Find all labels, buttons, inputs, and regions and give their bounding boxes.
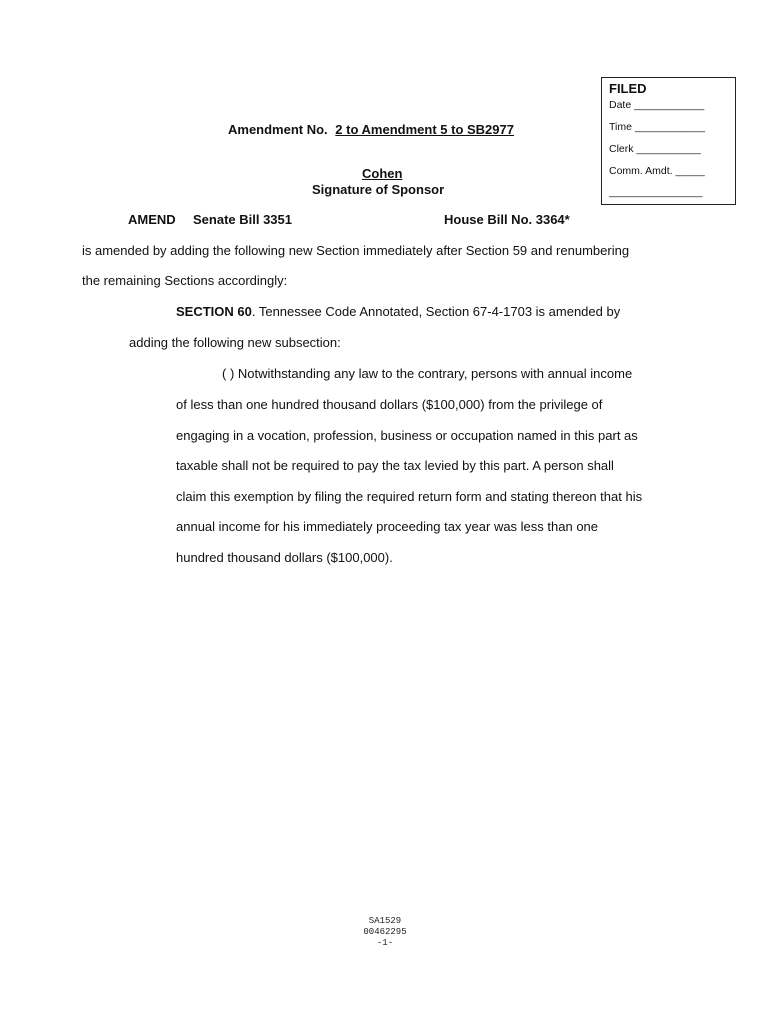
filed-date-line: Date ____________ (609, 99, 705, 111)
filed-comm-amdt-line: Comm. Amdt. _____ (609, 165, 705, 177)
filed-clerk-line: Clerk ___________ (609, 143, 701, 155)
house-bill-number: House Bill No. 3364* (444, 212, 570, 227)
amendment-number: 2 to Amendment 5 to SB2977 (335, 122, 514, 137)
subsection-line-4: taxable shall not be required to pay the tax levied by this part. A person shall (176, 458, 614, 473)
filed-time-line: Time ____________ (609, 121, 705, 133)
section-60-line-1 (176, 305, 620, 318)
page-footer (300, 916, 470, 949)
section-60-line-2: adding the following new subsection: (129, 335, 341, 350)
sponsor-name: Cohen (362, 166, 403, 181)
amend-label: AMEND (128, 212, 176, 227)
footer-page-number: -1- (376, 938, 394, 948)
amendment-prefix: Amendment No. (228, 122, 328, 137)
footer-document-code: 00462295 (363, 927, 407, 937)
filed-title: FILED (609, 81, 647, 96)
sponsor-caption: Signature of Sponsor (312, 182, 445, 197)
footer-amendment-code: SA1529 (368, 916, 402, 926)
filed-stamp-box (601, 77, 736, 205)
filed-blank-line: ________________ (609, 186, 703, 198)
senate-bill-number: Senate Bill 3351 (193, 212, 292, 227)
subsection-line-1: ( ) Notwithstanding any law to the contrary, persons with annual income (222, 366, 633, 381)
intro-line-2: the remaining Sections accordingly: (82, 273, 288, 288)
amendment-heading (228, 122, 514, 137)
intro-line-1: is amended by adding the following new Section immediately after Section 59 and renumbering (82, 243, 630, 258)
subsection-line-6: annual income for his immediately proceeding tax year was less than one (176, 519, 599, 534)
subsection-line-5: claim this exemption by filing the required return form and stating thereon that his (176, 489, 643, 504)
section-text: . Tennessee Code Annotated, Section 67-4-1703 is amended by (251, 304, 621, 319)
subsection-line-3: engaging in a vocation, profession, business or occupation named in this part as (176, 428, 638, 443)
subsection-line-2: of less than one hundred thousand dollars ($100,000) from the privilege of (176, 397, 603, 412)
section-label: SECTION 60 (176, 304, 252, 319)
subsection-line-7: hundred thousand dollars ($100,000). (176, 550, 393, 565)
